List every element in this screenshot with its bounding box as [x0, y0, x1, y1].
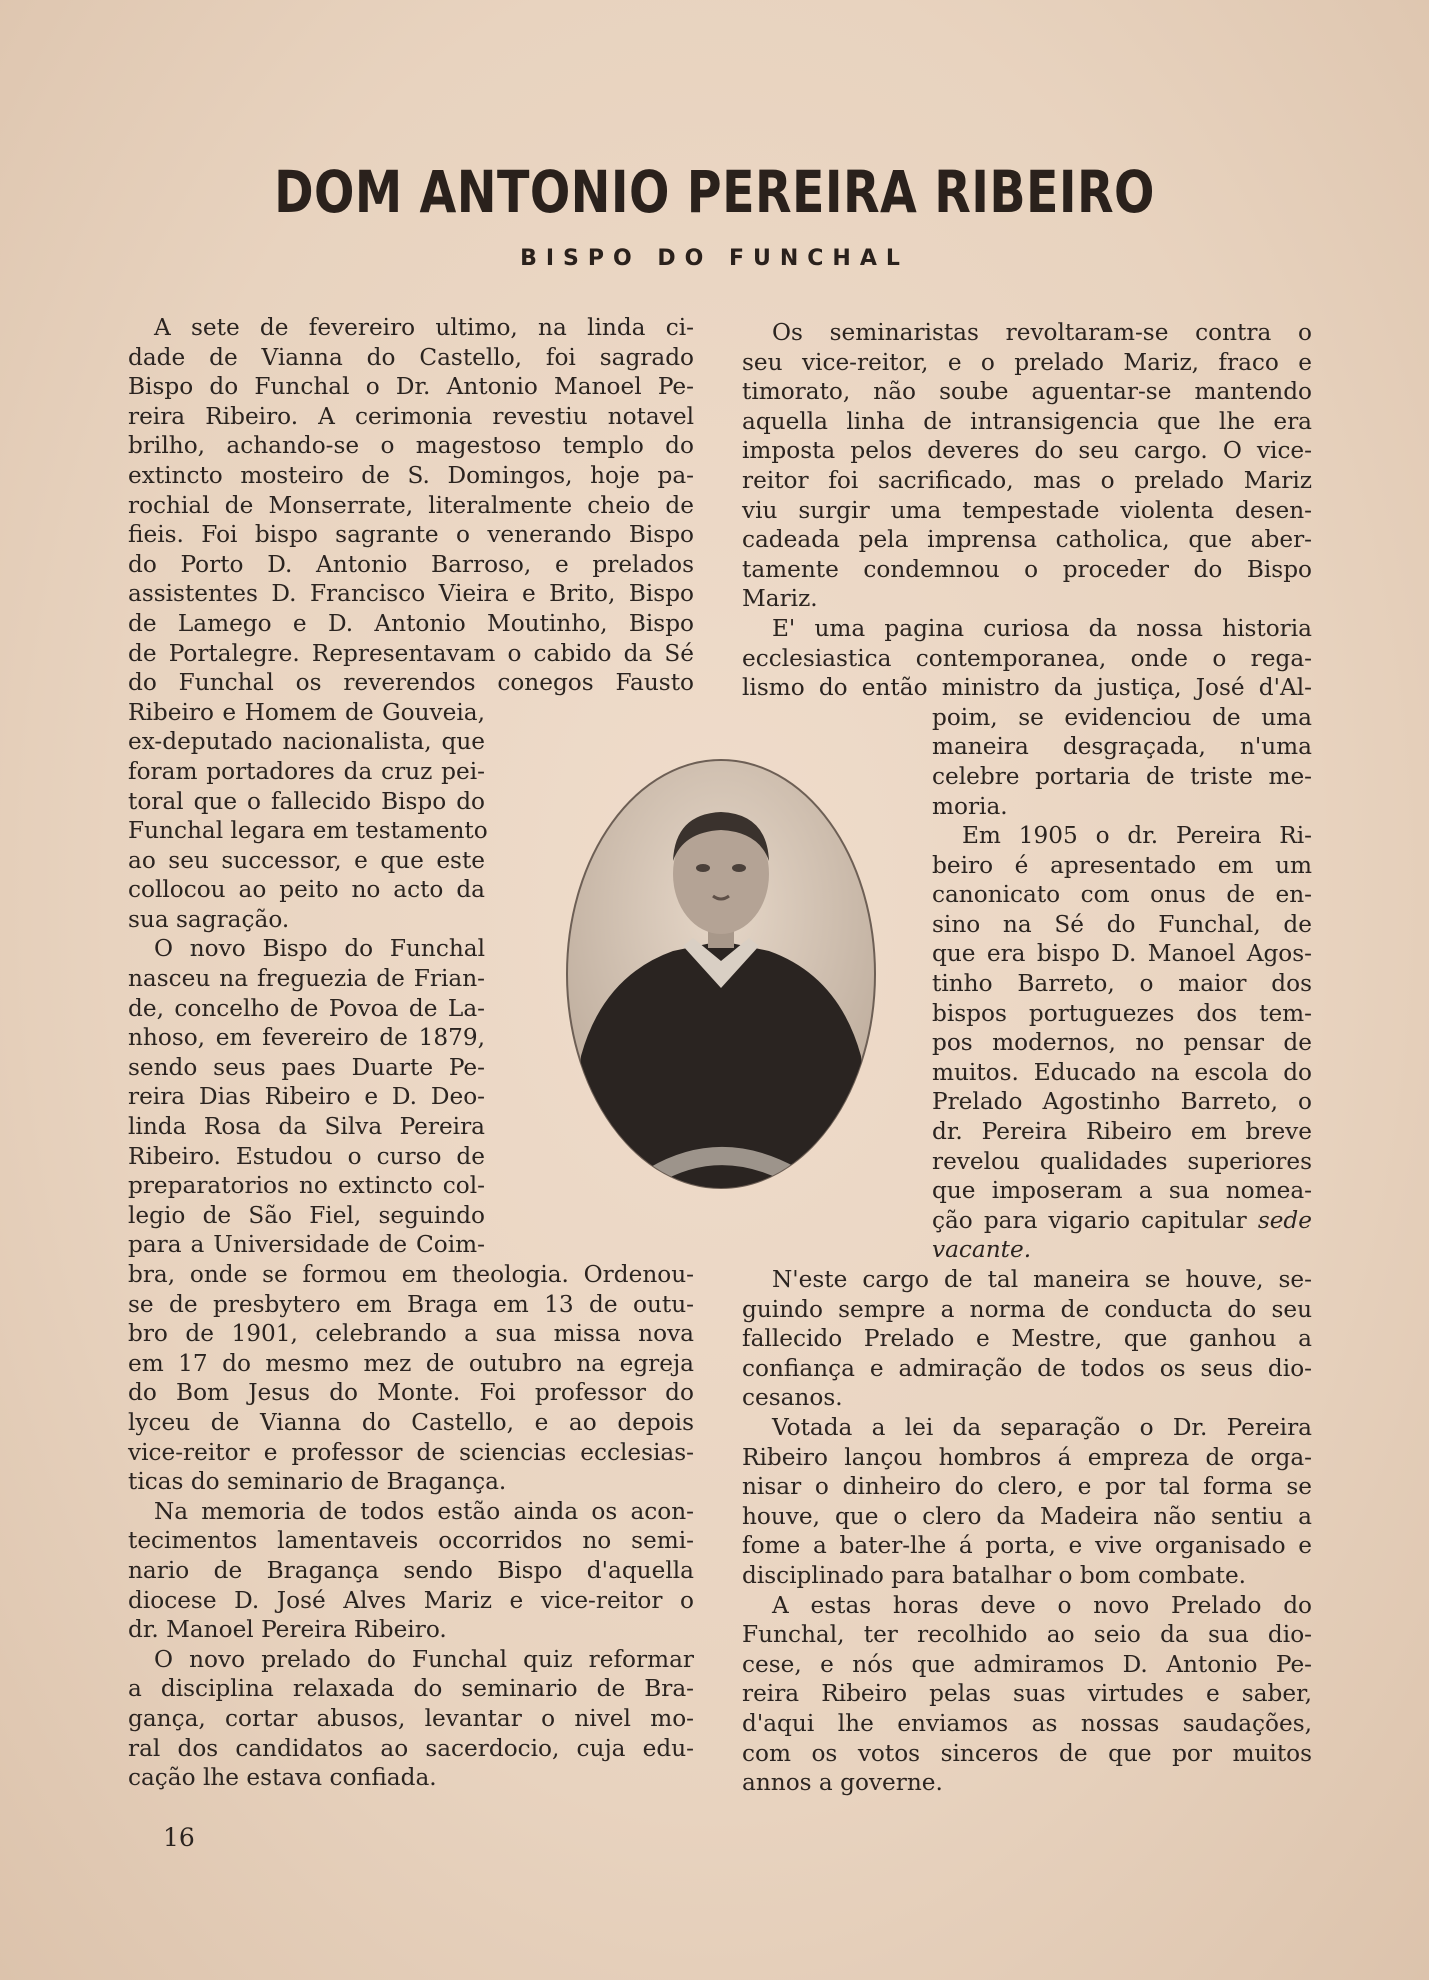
text-line: poim, se evidenciou de uma [932, 703, 1312, 731]
text-line: do Porto D. Antonio Barroso, e prelados [128, 550, 694, 578]
text-line: Prelado Agostinho Barreto, o [932, 1088, 1312, 1116]
text-line: Funchal legara em testamento [128, 817, 488, 845]
text-line: se de presbytero em Braga em 13 de outu- [128, 1290, 694, 1318]
text-line: linda Rosa da Silva Pereira [128, 1113, 485, 1141]
text-line: gança, cortar abusos, levantar o nivel mo- [128, 1704, 694, 1732]
text-line: sendo seus paes Duarte Pe- [128, 1053, 485, 1081]
text-line: Ribeiro e Homem de Gouveia, [128, 698, 485, 726]
text-line: reitor foi sacrificado, mas o prelado Mariz [742, 466, 1312, 494]
text-line: cação lhe estava confiada. [128, 1764, 437, 1792]
article-subtitle: BISPO DO FUNCHAL [520, 246, 909, 271]
text-line: O novo Bispo do Funchal [154, 935, 485, 963]
text-line: nario de Bragança sendo Bispo d'aquella [128, 1556, 694, 1584]
text-line: O novo prelado do Funchal quiz reformar [154, 1645, 694, 1673]
text-line: disciplinado para batalhar o bom combate. [742, 1561, 1247, 1589]
text-line: vice-reitor e professor de sciencias ecclesias- [128, 1438, 694, 1466]
text-line: revelou qualidades superiores [932, 1147, 1312, 1175]
text-line: diocese D. José Alves Mariz e vice-reitor o [128, 1586, 694, 1614]
text-line: do Bom Jesus do Monte. Foi professor do [128, 1379, 694, 1407]
text-line: Votada a lei da separação o Dr. Pereira [772, 1413, 1312, 1441]
text-line: de, concelho de Povoa de La- [128, 994, 485, 1022]
text-line: imposta pelos deveres do seu cargo. O vice- [742, 437, 1312, 465]
text-line: Na memoria de todos estão ainda os acon- [154, 1497, 694, 1525]
text-line: cadeada pela imprensa catholica, que aber- [742, 526, 1312, 554]
text-line: viu surgir uma tempestade violenta desen- [742, 496, 1312, 524]
text-line: cesanos. [742, 1384, 843, 1412]
text-line: muitos. Educado na escola do [932, 1058, 1312, 1086]
text-line: que imposeram a sua nomea- [932, 1177, 1312, 1205]
text-line: moria. [932, 792, 1008, 820]
text-line: legio de São Fiel, seguindo [128, 1201, 485, 1229]
text-line: com os votos sinceros de que por muitos [742, 1739, 1312, 1767]
text-line: Em 1905 o dr. Pereira Ri- [962, 822, 1312, 850]
text-line: ex-deputado nacionalista, que [128, 728, 485, 756]
text-line: Ribeiro. Estudou o curso de [128, 1142, 485, 1170]
text-line: seu vice-reitor, e o prelado Mariz, fraco e [742, 348, 1312, 376]
text-line: fieis. Foi bispo sagrante o venerando Bispo [128, 521, 694, 549]
text-line: A sete de fevereiro ultimo, na linda ci- [154, 314, 694, 341]
text-line: A estas horas deve o novo Prelado do [772, 1591, 1312, 1619]
text-line: E' uma pagina curiosa da nossa historia [772, 614, 1312, 642]
text-line: ral dos candidatos ao sacerdocio, cuja edu- [128, 1734, 694, 1762]
text-line: do Funchal os reverendos conegos Fausto [128, 669, 694, 697]
text-line: sua sagração. [128, 905, 290, 933]
text-line: celebre portaria de triste me- [932, 762, 1312, 790]
text-line: reira Ribeiro. A cerimonia revestiu notavel [128, 402, 694, 430]
bishop-portrait [563, 756, 879, 1192]
text-line: fallecido Prelado e Mestre, que ganhou a [742, 1325, 1312, 1353]
text-line: nasceu na freguezia de Frian- [128, 965, 485, 993]
text-line: assistentes D. Francisco Vieira e Brito, Bispo [128, 580, 694, 608]
text-line: de Lamego e D. Antonio Moutinho, Bispo [128, 609, 694, 637]
text-line: Ribeiro lançou hombros á empreza de orga- [742, 1443, 1312, 1471]
text-line: dr. Pereira Ribeiro em breve [932, 1118, 1312, 1146]
text-line-part: ção para vigario capitular [932, 1206, 1247, 1234]
text-line: foram portadores da cruz pei- [128, 757, 485, 785]
text-line: a disciplina relaxada do seminario de Bra- [128, 1675, 694, 1703]
article-title: DOM ANTONIO PEREIRA RIBEIRO [274, 158, 1155, 226]
text-line: canonicato com onus de en- [932, 881, 1312, 909]
text-line: preparatorios no extincto col- [128, 1172, 485, 1200]
text-line: nhoso, em fevereiro de 1879, [128, 1024, 485, 1052]
italic-term: sede [1257, 1206, 1312, 1234]
text-line: N'este cargo de tal maneira se houve, se- [772, 1266, 1312, 1293]
text-line: que era bispo D. Manoel Agos- [932, 940, 1312, 968]
text-line: bro de 1901, celebrando a sua missa nova [128, 1320, 694, 1348]
text-line: ticas do seminario de Bragança. [128, 1468, 507, 1496]
text-line: toral que o fallecido Bispo do [128, 787, 485, 815]
text-line: collocou ao peito no acto da [128, 876, 485, 904]
text-line: tecimentos lamentaveis occorridos no semi- [128, 1527, 694, 1555]
text-line: reira Dias Ribeiro e D. Deo- [128, 1083, 485, 1111]
text-line: houve, que o clero da Madeira não sentiu a [742, 1502, 1312, 1530]
italic-term: vacante. [932, 1236, 1032, 1264]
text-line: beiro é apresentado em um [932, 851, 1312, 879]
text-line: fome a bater-lhe á porta, e vive organisado e [742, 1532, 1312, 1560]
text-line: Os seminaristas revoltaram-se contra o [772, 319, 1312, 346]
text-line: d'aqui lhe enviamos as nossas saudações, [742, 1709, 1312, 1737]
text-line: bra, onde se formou em theologia. Ordenou- [128, 1261, 694, 1288]
text-line: timorato, não soube aguentar-se mantendo [742, 378, 1312, 406]
text-line: aquella linha de intransigencia que lhe era [742, 407, 1312, 435]
text-line: em 17 do mesmo mez de outubro na egreja [128, 1349, 694, 1377]
text-line: tinho Barreto, o maior dos [932, 970, 1312, 998]
text-line: reira Ribeiro pelas suas virtudes e saber, [742, 1680, 1312, 1708]
text-line: bispos portuguezes dos tem- [932, 999, 1312, 1027]
text-line: dr. Manoel Pereira Ribeiro. [128, 1616, 447, 1644]
text-line: de Portalegre. Representavam o cabido da Sé [128, 639, 694, 667]
text-line: lyceu de Vianna do Castello, e ao depois [128, 1408, 694, 1436]
page-number: 16 [163, 1823, 195, 1852]
text-line: lismo do então ministro da justiça, José d'Al- [742, 674, 1312, 702]
text-line: tamente condemnou o proceder do Bispo [742, 555, 1312, 583]
text-line: annos a governe. [742, 1769, 943, 1797]
text-line [932, 1235, 1312, 1265]
text-line: ao seu successor, e que este [128, 846, 485, 874]
text-line: dade de Vianna do Castello, foi sagrado [128, 343, 694, 371]
text-line: Bispo do Funchal o Dr. Antonio Manoel Pe- [128, 373, 694, 401]
text-line: cese, e nós que admiramos D. Antonio Pe- [742, 1650, 1312, 1678]
text-line: sino na Sé do Funchal, de [932, 910, 1312, 938]
text-line: ecclesiastica contemporanea, onde o rega- [742, 644, 1312, 672]
text-line: guindo sempre a norma de conducta do seu [742, 1295, 1312, 1323]
text-line: confiança e admiração de todos os seus dio- [742, 1354, 1312, 1382]
text-line: para a Universidade de Coim- [128, 1231, 485, 1259]
text-line: nisar o dinheiro do clero, e por tal forma se [742, 1473, 1312, 1501]
text-line: pos modernos, no pensar de [932, 1029, 1312, 1057]
text-line: maneira desgraçada, n'uma [932, 733, 1312, 761]
text-line: extincto mosteiro de S. Domingos, hoje pa- [128, 461, 694, 489]
text-line: Mariz. [742, 585, 818, 613]
text-line [932, 1206, 1312, 1236]
text-line: Funchal, ter recolhido ao seio da sua dio- [742, 1621, 1312, 1649]
text-line: brilho, achando-se o magestoso templo do [128, 432, 694, 460]
text-line: rochial de Monserrate, literalmente cheio de [128, 491, 694, 519]
